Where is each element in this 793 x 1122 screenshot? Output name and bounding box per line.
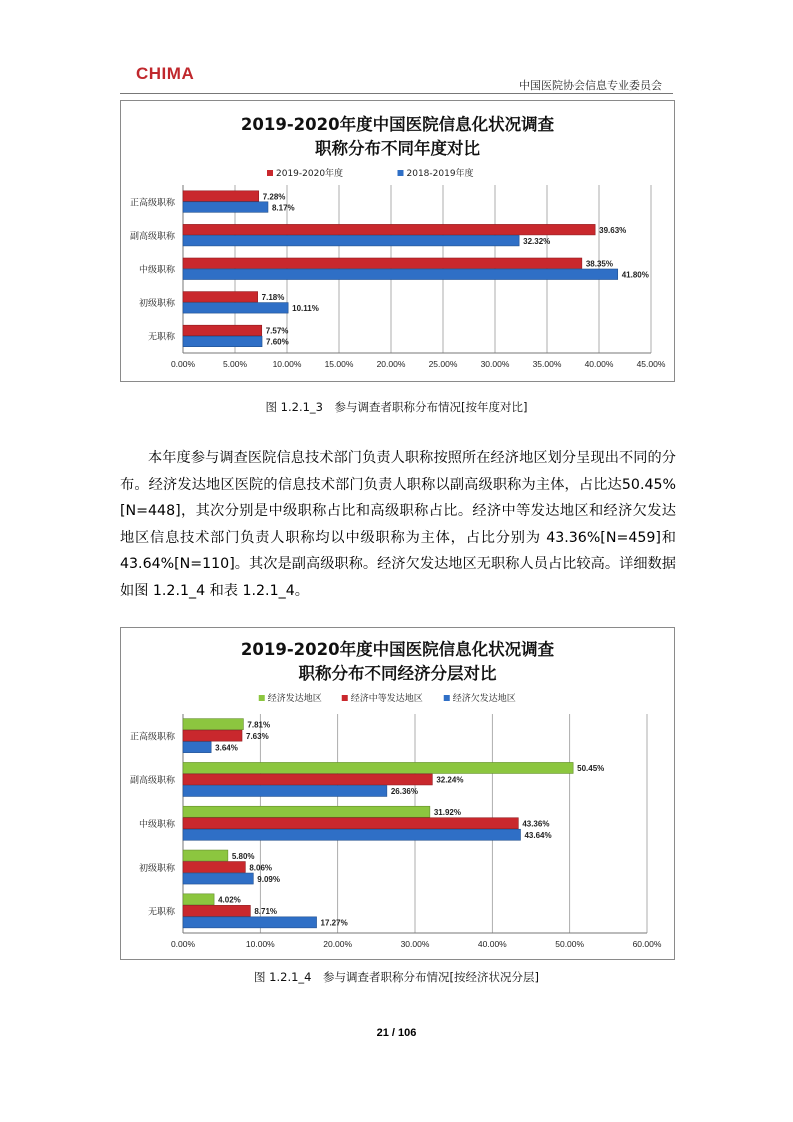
chart-economic-comparison xyxy=(120,627,675,960)
x-tick-label: 35.00% xyxy=(532,359,562,369)
x-tick-label: 40.00% xyxy=(477,939,507,949)
category-label: 副高级职称 xyxy=(129,231,175,242)
data-label: 3.64% xyxy=(215,743,238,753)
legend-swatch xyxy=(398,170,404,176)
category-label: 中级职称 xyxy=(138,265,175,276)
category-label: 正高级职称 xyxy=(129,732,175,743)
legend-swatch xyxy=(267,170,273,176)
data-label: 43.64% xyxy=(524,831,552,840)
legend-label: 经济欠发达地区 xyxy=(452,694,516,704)
bar-3-0 xyxy=(183,850,228,861)
bar-1-2 xyxy=(183,785,387,796)
data-label: 4.02% xyxy=(218,895,241,905)
data-label: 32.24% xyxy=(436,775,464,785)
x-tick-label: 30.00% xyxy=(480,359,510,369)
legend-label: 经济中等发达地区 xyxy=(350,694,423,704)
chart-year-comparison xyxy=(120,100,675,382)
data-label: 5.80% xyxy=(231,851,255,861)
bar-4-0 xyxy=(183,325,262,336)
data-label: 7.57% xyxy=(265,326,289,336)
category-label: 无职称 xyxy=(147,907,175,918)
bar-4-0 xyxy=(183,894,214,905)
x-tick-label: 40.00% xyxy=(584,359,614,369)
bar-3-2 xyxy=(183,873,253,884)
chart-economic-comparison-svg xyxy=(121,628,674,959)
header-org-name: 中国医院协会信息专业委员会 xyxy=(519,79,662,92)
bar-4-1 xyxy=(183,336,262,347)
data-label: 9.09% xyxy=(257,874,280,884)
bar-0-2 xyxy=(183,742,211,753)
body-paragraph: 本年度参与调查医院信息技术部门负责人职称按照所在经济地区划分呈现出不同的分布。经济发达地区医院的信息技术部门负责人职称以副高级职称为主体，占比达50.45%[N=448]，其次分别是中级职称占比和高级职称占比。经济中等发达地区和经济欠发达地区信息技术部门负责人职称均以中级职称为主体，占比分别为 43.36%[N=459]和43.64%[N=110]。其次是副高级职称。经济欠发达地区无职称人员占比较高。详细数据如图 1.2.1_4 和表 1.2.1_4。 xyxy=(120,450,676,599)
x-tick-label: 20.00% xyxy=(376,359,406,369)
data-label: 10.11% xyxy=(292,304,319,314)
page-number: 21 / 106 xyxy=(376,1027,417,1039)
legend-label: 2019-2020年度 xyxy=(276,169,344,179)
x-tick-label: 0.00% xyxy=(170,939,196,949)
header-divider xyxy=(120,93,673,94)
bar-0-0 xyxy=(183,191,259,202)
bar-3-1 xyxy=(183,303,288,314)
data-label: 50.45% xyxy=(577,764,605,774)
bar-1-0 xyxy=(183,224,595,235)
data-label: 8.06% xyxy=(249,863,273,873)
data-label: 8.71% xyxy=(254,907,278,917)
data-label: 7.63% xyxy=(246,731,269,741)
category-label: 初级职称 xyxy=(138,863,175,874)
data-label: 32.32% xyxy=(523,236,551,246)
bar-0-1 xyxy=(183,202,268,213)
data-label: 31.92% xyxy=(433,808,461,817)
bar-1-1 xyxy=(183,774,432,785)
legend-swatch xyxy=(259,695,265,701)
figure-caption-1: 图 1.2.1_3 参与调查者职称分布情况[按年度对比] xyxy=(265,400,528,414)
legend-label: 经济发达地区 xyxy=(267,694,322,704)
bar-1-0 xyxy=(183,762,573,773)
bar-0-1 xyxy=(183,730,242,741)
bar-0-0 xyxy=(183,719,243,730)
chart-title-line: 2019-2020年度中国医院信息化状况调查 xyxy=(240,115,555,134)
x-tick-label: 20.00% xyxy=(323,939,353,949)
data-label: 8.17% xyxy=(271,203,295,213)
x-tick-label: 10.00% xyxy=(245,939,275,949)
figure-caption-2: 图 1.2.1_4 参与调查者职称分布情况[按经济状况分层] xyxy=(254,970,539,984)
legend-swatch xyxy=(342,695,348,701)
x-tick-label: 45.00% xyxy=(636,359,666,369)
bar-2-1 xyxy=(183,818,518,829)
chart-title-line: 职称分布不同年度对比 xyxy=(315,139,480,158)
chima-logo: CHIMA xyxy=(136,64,195,83)
category-label: 中级职称 xyxy=(138,820,175,830)
bar-3-1 xyxy=(183,862,245,873)
x-tick-label: 50.00% xyxy=(555,939,585,949)
data-label: 41.80% xyxy=(621,270,649,280)
x-tick-label: 5.00% xyxy=(222,359,248,369)
bar-2-1 xyxy=(183,269,618,280)
chart-year-comparison-svg xyxy=(121,101,674,381)
data-label: 7.81% xyxy=(247,720,271,730)
bar-4-2 xyxy=(183,917,317,928)
data-label: 38.35% xyxy=(585,259,613,269)
bar-4-1 xyxy=(183,905,250,916)
data-label: 7.18% xyxy=(261,293,285,303)
x-tick-label: 0.00% xyxy=(170,359,196,369)
x-tick-label: 15.00% xyxy=(324,359,354,369)
legend-swatch xyxy=(444,695,450,701)
x-tick-label: 25.00% xyxy=(428,359,458,369)
bar-2-0 xyxy=(183,258,582,269)
bar-2-2 xyxy=(183,829,520,840)
bar-2-0 xyxy=(183,806,430,817)
bar-3-0 xyxy=(183,292,258,303)
x-tick-label: 10.00% xyxy=(272,359,302,369)
bar-1-1 xyxy=(183,235,519,246)
data-label: 43.36% xyxy=(522,819,550,829)
data-label: 26.36% xyxy=(390,787,418,797)
chart-title-line: 职称分布不同经济分层对比 xyxy=(298,664,497,683)
category-label: 初级职称 xyxy=(138,299,175,310)
chart-title-line: 2019-2020年度中国医院信息化状况调查 xyxy=(240,640,555,659)
legend-label: 2018-2019年度 xyxy=(406,169,474,179)
data-label: 39.63% xyxy=(599,225,627,235)
data-label: 7.28% xyxy=(262,192,286,202)
x-tick-label: 60.00% xyxy=(632,939,662,949)
category-label: 副高级职称 xyxy=(129,776,175,787)
category-label: 无职称 xyxy=(147,332,175,343)
data-label: 7.60% xyxy=(266,337,289,347)
x-tick-label: 30.00% xyxy=(400,939,430,949)
category-label: 正高级职称 xyxy=(129,198,175,209)
data-label: 17.27% xyxy=(320,918,348,928)
